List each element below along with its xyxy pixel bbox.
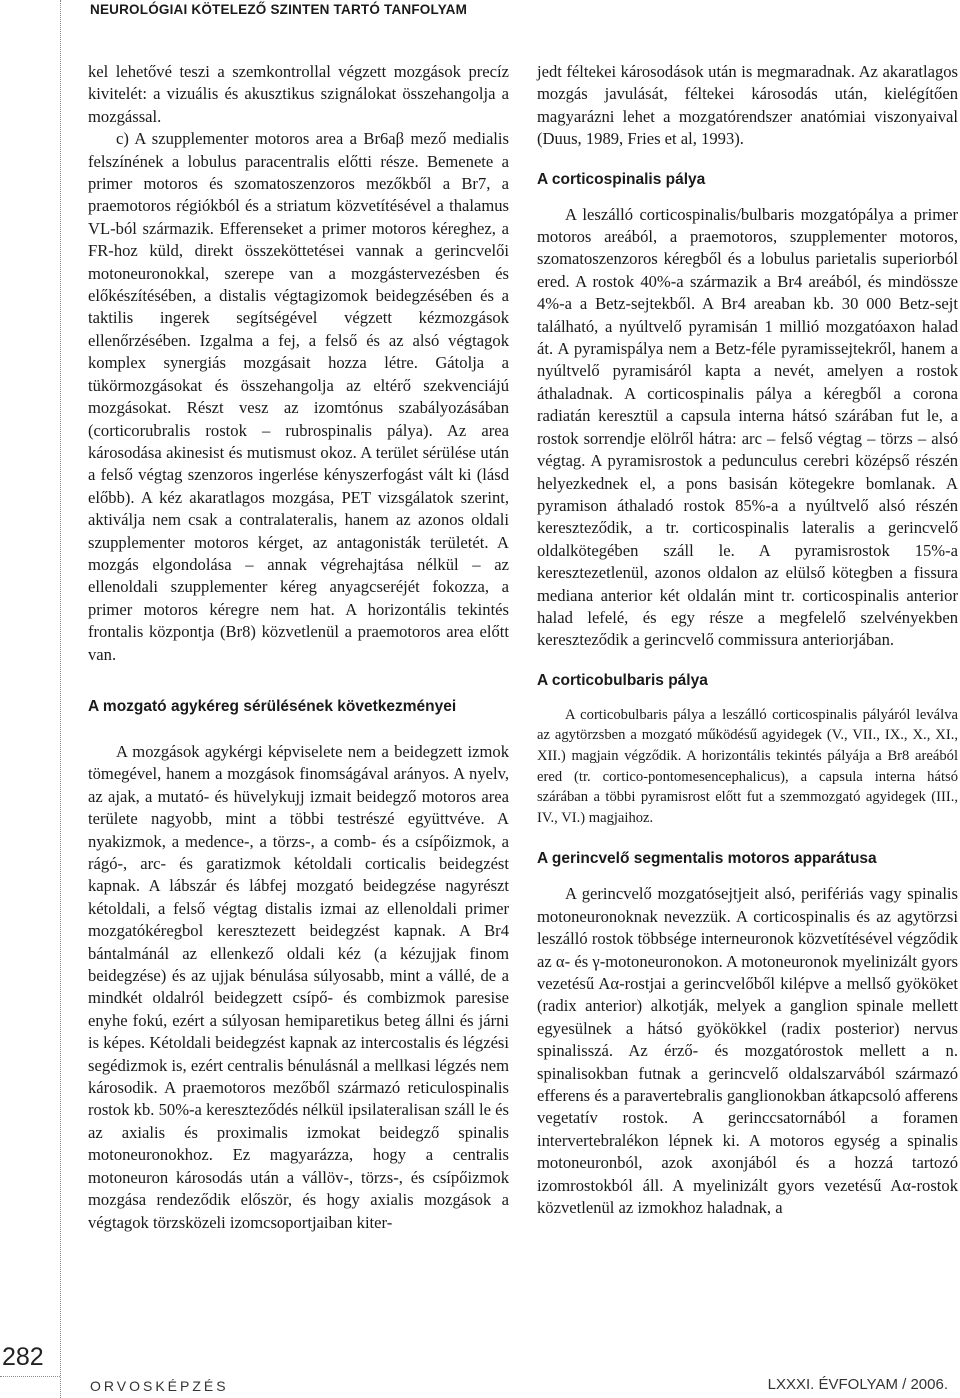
- right-column: [537, 61, 958, 1219]
- left-column: [88, 61, 509, 1234]
- running-header: NEUROLÓGIAI KÖTELEZŐ SZINTEN TARTÓ TANFOLYAM: [90, 2, 468, 17]
- right-section-heading-3: A gerincvelő segmentalis motoros apparátusa: [537, 850, 877, 868]
- right-paragraph-4: A gerincvelő mozgatósejtjeit alsó, perifériás vagy spinalis motoneuronoknak nevezzük. A corticospinalis és az agytörzsi leszálló rostok többsége interneuronok közvetítésével végződik az α- és γ-motoneuronokon. A motoneuronok myelinizált gyors vezetésű Aα-rostjai a gerincvelőből kilépve a mellső gyököket (radix anterior) alkotják, melyek a ganglion spinale mellett egyesülnek a hátsó gyökökkel (radix posterior) nervus spinalisszá. Az érző- és mozgatórostok mellett a n. spinalisokban futnak a gerincvelő oldalszarvából származó efferens és a paravertebralis ganglionokban átkapcsoló afferens vegetatív rostok. A gerinccsatornából a foramen intervertebralékon lépnek ki. A motoros egység a spinalis motoneuronból, azok axonjából és a hozzá tartozó izomrostokból áll. A myelinizált gyors vezetésű Aα-rostok közvetlenül az izmokhoz haladnak, a: [537, 884, 958, 1217]
- footer-journal: ORVOSKÉPZÉS: [90, 1378, 229, 1394]
- page-number-rule: [0, 1376, 60, 1377]
- page-number: 282: [2, 1343, 44, 1371]
- left-paragraph-1: kel lehetővé teszi a szemkontrollal végzett mozgások precíz kivitelét: a vizuális és akusztikus szignálokat összehangolja a mozgással.: [88, 62, 509, 126]
- right-paragraph-1: jedt féltekei károsodások után is megmaradnak. Az akaratlagos mozgás javulását, féltekei károsodás után, kielégítően magyarázni lehet a mozgatórendszer anatómiai viszonyaival (Duus, 1989, Fries et al, 1993).: [537, 62, 958, 149]
- left-paragraph-3: A mozgások agykérgi képviselete nem a beidegzett izmok tömegével, hanem a mozgások finomságával arányos. A nyelv, az ajak, a mutató- és hüvelykujj izmait beidegző motoros area területe nagyobb, mint a többi testrészé együttvéve. A nyakizmok, a medence-, a törzs-, a comb- és a csípőizmok, a rágó-, arc- és garatizmok kétoldali corticalis beidegzést kapnak. A lábszár és lábfej mozgató beidegzése nagyrészt kétoldali, a felső végtag distalis izmai az ellenoldali primer mozgatókéregbol keresztezett beidegzést kapnak. A Br4 bántalmánál az ellenkező oldali kéz (a kézujjak finom beidegzése) és az ujjak bénulása súlyosabb, mint a vállé, de a mindkét oldalról beidegzett csípő- és combizmok paresise enyhe fokú, ezért a súlyosan hemiparetikus beteg állni és járni is képes. Kétoldali beidegzést kapnak az intercostalis és légzési segédizmok is, ezért centralis bénulásnál a mellkasi légzés nem károsodik. A praemotoros mezőből származó reticulospinalis rostok kb. 50%-a kereszteződés nélkül ipsilateralisan száll le és az axialis és proximalis izmokat beidegző spinalis motoneuronokhoz. Ez magyarázza, hogy a centralis motoneuron károsodás után a vállöv-, törzs-, és csípőizmok mozgása rendeződik először, és hogy axialis mozgások a végtagok törzsközeli izomcsoportjaiban kiter-: [88, 741, 509, 1232]
- margin-divider: [60, 0, 61, 1398]
- left-paragraph-2: c) A szupplementer motoros area a Br6aβ mező medialis felszínének a lobulus paracentralis előtti része. Bemenete a primer motoros és szomatoszenzoros mezőkből a Br7, a praemotoros régiókból és a striatum közvetítésével a thalamus VL-ból származik. Efferenseket a primer motoros kéreghez, a FR-hoz küld, direkt összeköttetései vannak a gerincvelői motoneuronokkal, szerepe van a mozgástervezésben és előkészítésében, a distalis végtagizomok beidegzésében és a taktilis ingerek segítségével végzett kézmozgások ellenőrzésében. Izgalma a fej, a felső és az alsó végtagok komplex synergiás mozgásait hozza létre. Gátolja a tükörmozgásokat és összehangolja az eltérő szekvenciájú mozgásokat. Részt vesz az izomtónus szabályozásában (corticorubralis rostok – rubrospinalis pálya). Az area károsodása akinesist és mutismust okoz. A terület sérülése után a felső végtag szenzoros ingerlése kényszerfogást vált ki (lásd előbb). A kéz akaratlagos mozgása, PET vizsgálatok szerint, aktiválja nem csak a contralateralis, hanem az azonos oldali szupplementer motoros kérget, az antagonisták területét. A mozgás elgondolása – annak végrehajtása nélkül – az ellenoldali szupplementer kéreg anyagcseréjét fokozza, a primer motoros kéregre nem hat. A horizontális tekintés frontalis központja (Br8) közvetlenül a praemotoros area előtt van.: [88, 129, 509, 664]
- right-paragraph-3: A corticobulbaris pálya a leszálló corticospinalis pályáról leválva az agytörzsben a mozgató működésű agyidegek (V., VII., IX., X., XI., XII.) magjain végződik. A horizontális tekintés pályája a Br8 areából ered (tr. cortico-pontomesencephalicus), a capsula interna hátsó szárában a többi pyramisrost előtt fut a szemmozgató agyidegek (III., IV., VI.) magjaihoz.: [537, 706, 958, 826]
- right-section-heading-1: A corticospinalis pálya: [537, 170, 706, 188]
- right-paragraph-2: A leszálló corticospinalis/bulbaris mozgatópálya a primer motoros areából, a praemotoros, szupplementer motoros, szomatoszenzoros kéregből és a lobulus parietalis superiorból ered. A rostok 40%-a származik a Br4 areából, és mindössze 4%-a a Betz-sejtekből. A Br4 areaban kb. 30 000 Betz-sejt található, a nyúltvelő pyramisán 1 millió mozgatóaxon halad át. A pyramispálya nem a Betz-féle pyramissejtekről, hanem a nyúltvelő pyramisáról kapta a nevét, amelyen a rostok áthaladnak. A corticospinalis pálya a kéregből a corona radiatán keresztül a capsula interna hátsó szárában fut le, a rostok sorrendje elölről hátra: arc – felső végtag – törzs – alsó végtag. A pyramisrostok a pedunculus cerebri középső részén helyezkednek el, a pons basisán kötegekre bomlanak. A pyramison áthaladó rostok 85%-a a nyúltvelő alsó részén kereszteződik, a tr. corticospinalis lateralis a gerincvelő oldalkötegében száll le. A pyramisrostok 15%-a keresztezetlenül, azonos oldalon az elülső kötegben a fissura mediana anterior két oldalán mint tr. corticospinalis anterior halad lefelé, és egy része a megfelelő szelvényekben kereszteződik a gerincvelő commissura anteriorjában.: [537, 204, 958, 650]
- footer-volume: LXXXI. ÉVFOLYAM / 2006.: [767, 1376, 948, 1393]
- left-section-heading: A mozgató agykéreg sérülésének következményei: [88, 697, 457, 715]
- right-section-heading-2: A corticobulbaris pálya: [537, 671, 708, 689]
